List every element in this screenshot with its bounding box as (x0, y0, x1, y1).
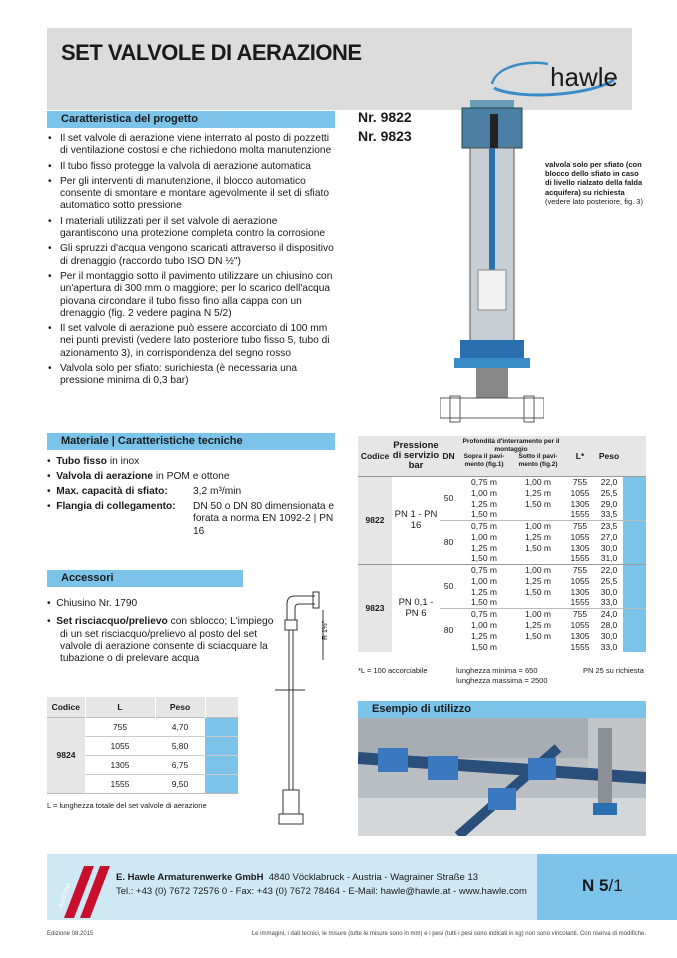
company-address: 4840 Vöcklabruck - Austria - Wagrainer Straße 13 (268, 872, 479, 883)
nr-9823: Nr. 9823 (358, 128, 412, 144)
progetto-item: • Il tubo fisso protegge la valvola di aerazione automatica (47, 161, 337, 173)
nr-9822: Nr. 9822 (358, 109, 412, 125)
sopra-cell: 0,75 m (471, 476, 497, 487)
small-peso: 4,70 (171, 721, 189, 732)
progetto-item: • I materiali utilizzati per il set valvole di aerazione garantiscono una protezione completa contro la corrosione (47, 216, 337, 241)
small-peso: 6,75 (171, 759, 189, 770)
th-codice: Codice (360, 450, 390, 461)
peso-cell: 23,5 (600, 520, 618, 531)
peso-cell: 33,0 (600, 597, 618, 608)
l-cell: 1555 (570, 641, 590, 652)
disclaimer: Le immagini, i dati tecnici, le misure (tutte le misure sono in mm) e i pesi (tutti i pesi sono indicati in kg) non sono vincolanti. Con riserva di modifiche. (251, 931, 646, 937)
small-peso: 5,80 (171, 740, 189, 751)
sopra-cell: 1,25 m (471, 586, 497, 597)
note-min: lunghezza minima = 650 (456, 666, 538, 675)
progetto-item: • Il set valvole di aerazione viene interrato al posto di pozzetti di ventilazione costosi e che richiedono molta manutenzione (47, 133, 337, 158)
small-table (47, 697, 238, 794)
peso-cell: 22,0 (600, 564, 618, 575)
austria-flag-logo (54, 858, 112, 918)
th-peso: Peso (155, 697, 205, 717)
flangia-value: DN 50 o DN 80 dimensionata e forata a norma EN 1092-2 | PN 16 (193, 501, 335, 537)
page-header (47, 28, 632, 110)
price-cell (623, 575, 646, 586)
l-cell: 1055 (570, 575, 590, 586)
peso-cell: 24,0 (600, 608, 618, 619)
small-l: 755 (112, 721, 128, 732)
page-title: SET VALVOLE DI AERAZIONE (61, 40, 362, 65)
sopra-cell: 1,50 m (471, 641, 497, 652)
peso-cell: 25,5 (600, 487, 618, 498)
sopra-cell: 1,00 m (471, 487, 497, 498)
peso-cell: 25,5 (600, 575, 618, 586)
progetto-item: • Per il montaggio sotto il pavimento utilizzare un chiusino con un'apertura di 300 mm o maggiore; per lo scarico dell'acqua piovana circondare il tubo fisso fino alla cappa con un drenaggio (fig. 2 vedere pagina N 5/2) (47, 271, 337, 320)
price-cell (623, 476, 646, 487)
group-code: 9823 (358, 564, 392, 652)
l-cell: 755 (572, 564, 588, 575)
progetto-item: • Valvola solo per sfiato: surichiesta (è necessaria una pressione minima di 0,3 bar) (47, 363, 337, 388)
group-pressione: PN 0,1 - PN 6 (398, 597, 434, 620)
l-cell: 1305 (570, 498, 590, 509)
price-cell (623, 531, 646, 542)
r-dimension-label: R 1½" (322, 620, 329, 640)
small-l: 1055 (110, 740, 130, 751)
progetto-item: • Gli spruzzi d'acqua vengono scaricati attraverso il dispositivo di drenaggio (raccordo tubo ISO DN ½") (47, 243, 337, 268)
materiale-heading: Materiale | Caratteristiche tecniche (47, 433, 335, 450)
valve-drawing (440, 100, 544, 430)
materiale-item: • Max. capacità di sfiato: (47, 486, 168, 497)
esempio-heading: Esempio di utilizzo (358, 701, 646, 718)
peso-cell: 22,0 (600, 476, 618, 487)
progetto-item: • Il set valvole di aerazione può essere accorciato di 100 mm nei punti previsti (vedere lato posteriore tubo fisso 5, tubo di azionamento 3), in corrispondenza del segno rosso (47, 323, 337, 360)
sopra-cell: 1,00 m (471, 531, 497, 542)
note-accorciabile: *L = 100 accorciabile (358, 666, 428, 675)
progetto-heading: Caratteristica del progetto (47, 111, 335, 128)
progetto-list (47, 133, 337, 391)
peso-cell: 30,0 (600, 630, 618, 641)
small-l: 1305 (110, 759, 130, 770)
sotto-cell: 1,25 m (525, 575, 551, 586)
sopra-cell: 0,75 m (471, 520, 497, 531)
th-dn: DN (442, 450, 455, 461)
progetto-item: • Per gli interventi di manutenzione, il blocco automatico consente di smontare e montare agevolmente il set di sfiato automatico sotto pressione (47, 176, 337, 213)
l-cell: 1055 (570, 487, 590, 498)
group-pressione: PN 1 - PN 16 (394, 509, 438, 531)
small-peso: 9,50 (171, 778, 189, 789)
accessori-item: • Chiusino Nr. 1790 (47, 598, 138, 609)
dn-value: 50 (443, 493, 454, 503)
l-cell: 1305 (570, 630, 590, 641)
capacita-value: 3,2 m³/min (193, 486, 242, 497)
l-cell: 755 (572, 520, 588, 531)
sopra-cell: 1,50 m (471, 553, 497, 564)
sotto-cell (511, 597, 565, 608)
page-number: N 5/1 (582, 876, 623, 895)
l-cell: 755 (572, 608, 588, 619)
hawle-logo (488, 58, 618, 98)
price-cell (623, 553, 646, 564)
logo-text: hawle (550, 62, 618, 92)
price-cell (623, 630, 646, 641)
sotto-cell (511, 641, 565, 652)
th-profondita: Profondità d'interramento per il montaggio Sopra il pavi-mento (fig.1) Sotto il pavi-mento (fig.2) (462, 438, 560, 468)
materiale-item: • Tubo fisso in inox (47, 456, 140, 467)
sopra-cell: 0,75 m (471, 564, 497, 575)
price-cell (623, 542, 646, 553)
note-pn25: PN 25 su richiesta (583, 666, 644, 675)
sopra-cell: 1,00 m (471, 619, 497, 630)
price-cell (623, 509, 646, 520)
price-cell (623, 619, 646, 630)
price-cell (623, 520, 646, 531)
sopra-cell: 0,75 m (471, 608, 497, 619)
l-cell: 755 (572, 476, 588, 487)
sotto-cell: 1,50 m (525, 630, 551, 641)
price-cell (623, 564, 646, 575)
sotto-cell: 1,50 m (525, 586, 551, 597)
materiale-item: • Valvola di aerazione in POM e ottone (47, 471, 230, 482)
sotto-cell: 1,25 m (525, 487, 551, 498)
peso-cell: 28,0 (600, 619, 618, 630)
l-cell: 1555 (570, 509, 590, 520)
sotto-cell: 1,00 m (525, 476, 551, 487)
price-cell (623, 586, 646, 597)
sotto-cell: 1,00 m (525, 564, 551, 575)
th-peso: Peso (598, 450, 620, 461)
th-l: L* (575, 450, 585, 461)
sotto-cell: 1,25 m (525, 619, 551, 630)
sotto-cell: 1,50 m (525, 498, 551, 509)
sotto-cell: 1,25 m (525, 531, 551, 542)
accessori-list (47, 598, 279, 665)
l-cell: 1305 (570, 542, 590, 553)
th-l: L (85, 697, 155, 717)
valve-callout: valvola solo per sfiato (con blocco dello sfiato in caso di livello rialzato della falda acquifera) su richiesta (vedere lato posteriore, fig. 3) (545, 160, 643, 206)
sotto-cell: 1,00 m (525, 608, 551, 619)
dn-value: 50 (443, 581, 454, 591)
edition: Edizione 08.2015 (47, 931, 94, 937)
l-cell: 1305 (570, 586, 590, 597)
sotto-cell (511, 509, 565, 520)
price-cell (623, 608, 646, 619)
austria-label: AUSTRIA (58, 882, 73, 909)
dn-value: 80 (443, 625, 454, 636)
sopra-cell: 1,00 m (471, 575, 497, 586)
peso-cell: 30,0 (600, 542, 618, 553)
small-l: 1555 (110, 778, 130, 789)
main-table (358, 436, 646, 652)
price-cell (623, 498, 646, 509)
accessori-heading: Accessori (47, 570, 243, 587)
peso-cell: 31,0 (600, 553, 618, 564)
group-code: 9822 (358, 476, 392, 564)
sotto-cell: 1,00 m (525, 520, 551, 531)
l-cell: 1555 (570, 597, 590, 608)
esempio-photo (358, 718, 646, 836)
small-table-note: L = lunghezza totale del set valvole di aerazione (47, 801, 207, 810)
sopra-cell: 1,25 m (471, 542, 497, 553)
sotto-cell: 1,50 m (525, 542, 551, 553)
l-cell: 1055 (570, 619, 590, 630)
price-cell (623, 597, 646, 608)
sotto-cell (511, 553, 565, 564)
dn-value: 80 (443, 537, 454, 547)
materiale-item: • Flangia di collegamento: (47, 501, 176, 512)
company-name: E. Hawle Armaturenwerke GmbH (116, 872, 264, 883)
footer-contact: Tel.: +43 (0) 7672 72576 0 - Fax: +43 (0) 7672 78464 - E-Mail: hawle@hawle.at - www.hawle.com (116, 886, 527, 897)
peso-cell: 33,0 (600, 641, 618, 652)
peso-cell: 29,0 (600, 498, 618, 509)
sopra-cell: 1,50 m (471, 509, 497, 520)
th-pressione: Pressione di servizio bar (392, 439, 440, 471)
th-codice: Codice (47, 697, 85, 717)
note-max: lunghezza massima = 2500 (456, 676, 548, 685)
main-table-body (358, 476, 646, 652)
price-cell (623, 487, 646, 498)
footer-address-line (116, 872, 478, 883)
price-cell (623, 641, 646, 652)
peso-cell: 33,5 (600, 509, 618, 520)
peso-cell: 27,0 (600, 531, 618, 542)
accessori-item: • Set risciacquo/prelievo con sblocco; L'impiego di un set risciacquo/prelievo al posto del set valvole di aerazione consente di sciacquare la tubazione o di prelevare acqua (47, 616, 274, 665)
sopra-cell: 1,50 m (471, 597, 497, 608)
sopra-cell: 1,25 m (471, 498, 497, 509)
l-cell: 1555 (570, 553, 590, 564)
peso-cell: 30,0 (600, 586, 618, 597)
sopra-cell: 1,25 m (471, 630, 497, 641)
l-cell: 1055 (570, 531, 590, 542)
risciacquo-drawing (265, 590, 335, 840)
small-code: 9824 (47, 717, 85, 793)
